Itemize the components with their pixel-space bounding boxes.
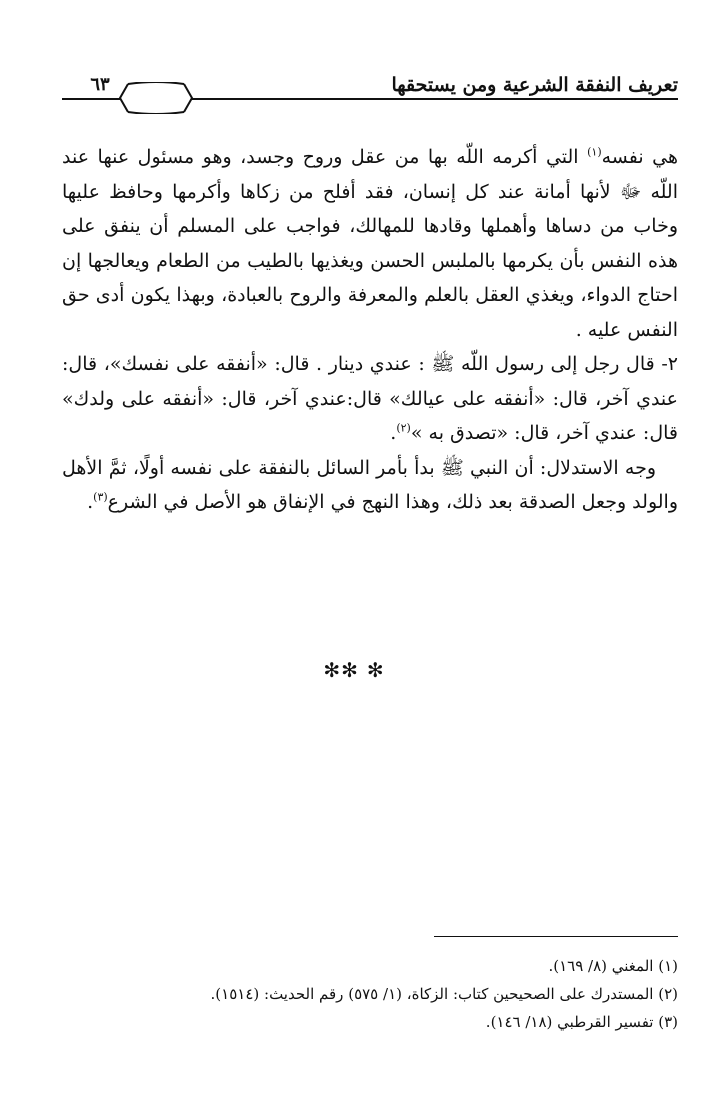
body-text	[62, 140, 678, 520]
footnote-3: (٣) تفسير القرطبي (١٨/ ١٤٦).	[485, 1013, 678, 1031]
page-header	[62, 70, 678, 110]
footnote-ref-2: (٢)	[396, 421, 411, 435]
section-separator: ✻✻ ✻	[323, 658, 385, 682]
page-number: ٦٣	[90, 74, 110, 95]
footnote-rule	[434, 936, 678, 937]
paragraph-2	[62, 347, 678, 451]
paragraph-1	[62, 140, 678, 347]
paragraph-1-start: هي نفسه	[601, 146, 679, 168]
paragraph-1-rest: التي أكرمه اللّه بها من عقل وروح وجسد، وهو مسئول عنها عند اللّه ﷻ لأنها أمانة عند كل إنسان، فقد أفلح من زكاها وأكرمها وحافظ عليها وخاب من دساها وأهملها وقادها للمهالك، فواجب على المسلم أن ينفق على هذه النفس بأن يكرمها بالملبس الحسن ويغذيها بالطيب من الطعام ويعالجها إن احتاج الدواء، ويغذي العقل بالعلم والمعرفة والروح بالعبادة، وبهذا يكون أدى حق النفس عليه .	[62, 146, 678, 341]
paragraph-3	[62, 451, 678, 520]
header-rule-right	[192, 98, 678, 100]
footnote-ref-1: (١)	[587, 145, 602, 159]
running-title: تعريف النفقة الشرعية ومن يستحقها	[391, 74, 678, 96]
footnote-ref-3: (٣)	[93, 490, 108, 504]
header-rule-left	[62, 98, 120, 100]
paragraph-3-text: وجه الاستدلال: أن النبي ﷺ بدأ بأمر السائل بالنفقة على نفسه أولًا، ثمَّ الأهل والولد وجعل الصدقة بعد ذلك، وهذا النهج في الإنفاق هو الأصل في الشرع	[62, 456, 678, 513]
paragraph-2-end: .	[390, 422, 397, 444]
footnote-1: (١) المغني (٨/ ١٦٩).	[548, 957, 678, 975]
paragraph-2-text: ٢- قال رجل إلى رسول اللّه ﷺ : عندي دينار . قال: «أنفقه على نفسك»، قال: عندي آخر، قال: «أنفقه على عيالك» قال:عندي آخر، قال: «أنفقه على ولدك» قال: عندي آخر، قال: «تصدق به »	[62, 353, 678, 444]
paragraph-3-end: .	[87, 491, 94, 513]
footnotes	[62, 952, 678, 1036]
footnote-2: (٢) المستدرك على الصحيحين كتاب: الزكاة، (١/ ٥٧٥) رقم الحديث: (١٥١٤).	[210, 985, 678, 1003]
